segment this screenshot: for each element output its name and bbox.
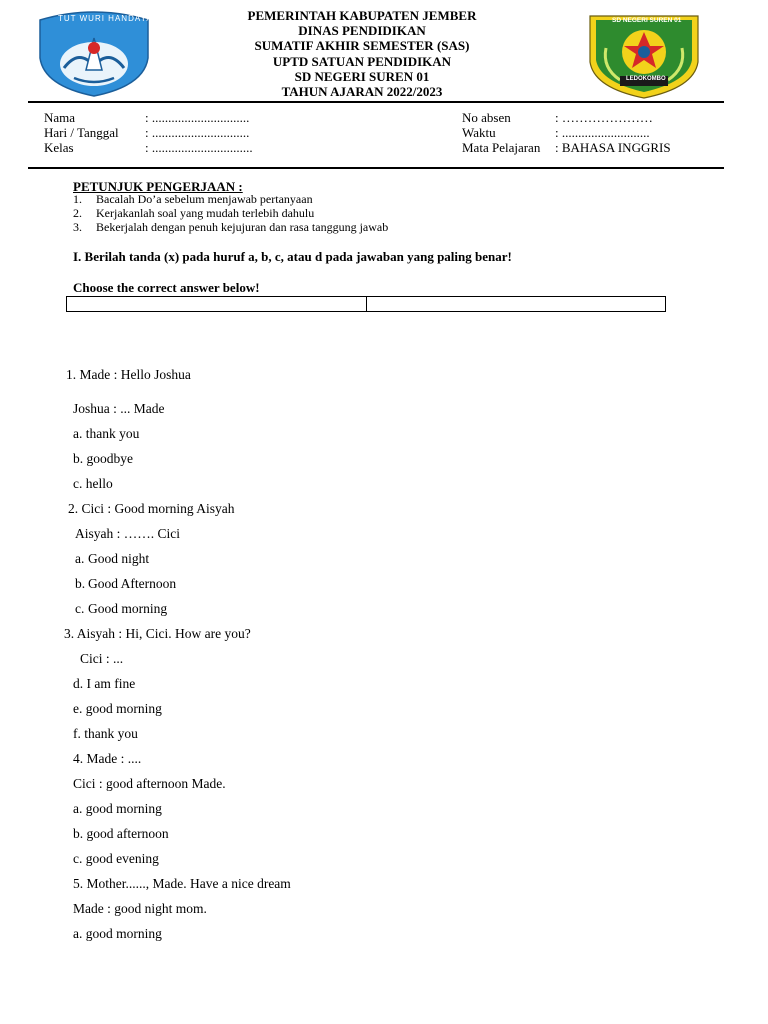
- question-2-option-c-letter: c.: [75, 601, 85, 616]
- nama-label: Nama: [44, 110, 76, 125]
- question-3-option-e: e. good morning: [73, 701, 162, 716]
- question-1: 1. Made : Hello Joshua: [66, 367, 191, 382]
- header-line-3: SUMATIF AKHIR SEMESTER (SAS): [254, 38, 470, 54]
- instruction-text-3: Bekerjalah dengan penuh kejujuran dan rasa tanggung jawab: [96, 220, 389, 234]
- question-2-response: Aisyah : ……. Cici: [75, 526, 180, 541]
- question-1-response: Joshua : ... Made: [73, 401, 165, 416]
- header-rule-bottom: [28, 167, 724, 169]
- question-3-option-d: d. I am fine: [73, 676, 136, 691]
- question-4-option-a: a. good morning: [73, 801, 162, 816]
- question-3-response: Cici : ...: [80, 651, 124, 666]
- instructions-title: PETUNJUK PENGERJAAN :: [73, 179, 243, 194]
- kelas-field: : ...............................: [145, 140, 253, 155]
- hari-field: : ..............................: [145, 125, 250, 140]
- header-line-6: TAHUN AJARAN 2022/2023: [281, 84, 443, 100]
- question-4-option-b: b. good afternoon: [73, 826, 169, 841]
- header-line-5: SD NEGERI SUREN 01: [294, 68, 430, 84]
- nama-field: : ..............................: [145, 110, 250, 125]
- header-line-2: DINAS PENDIDIKAN: [298, 23, 426, 39]
- right-logo-bottom-text: LEDOKOMBO: [626, 76, 666, 82]
- question-2-option-c-text: Good morning: [88, 601, 168, 616]
- blank-cell-left: [67, 297, 367, 312]
- mapel-label: Mata Pelajaran: [462, 140, 541, 155]
- header-line-4: UPTD SATUAN PENDIDIKAN: [272, 53, 452, 69]
- header-rule-top: [28, 101, 724, 103]
- question-4-option-c: c. good evening: [73, 851, 159, 866]
- question-2-option-a-letter: a.: [75, 551, 85, 566]
- blank-cell-right: [366, 297, 666, 312]
- left-logo-text: TUT WURI HANDAYANI: [58, 14, 163, 23]
- instruction-num-1: 1.: [73, 192, 82, 206]
- hari-label: Hari / Tanggal: [44, 125, 119, 140]
- question-3: 3. Aisyah : Hi, Cici. How are you?: [64, 626, 251, 641]
- absen-field: : …………………: [555, 110, 653, 125]
- instruction-text-2: Kerjakanlah soal yang mudah terlebih dahulu: [96, 206, 315, 220]
- question-4: 4. Made : ....: [73, 751, 142, 766]
- section-subheading: Choose the correct answer below!: [73, 280, 260, 295]
- instruction-num-2: 2.: [73, 206, 82, 220]
- question-4-response: Cici : good afternoon Made.: [73, 776, 226, 791]
- question-5-response: Made : good night mom.: [73, 901, 207, 916]
- instruction-num-3: 3.: [73, 220, 82, 234]
- waktu-label: Waktu: [462, 125, 496, 140]
- absen-label: No absen: [462, 110, 511, 125]
- header-line-1: PEMERINTAH KABUPATEN JEMBER: [247, 8, 477, 23]
- section-heading: I. Berilah tanda (x) pada huruf a, b, c, atau d pada jawaban yang paling benar!: [73, 249, 512, 264]
- right-logo-top-text: SD NEGERI SUREN 01: [612, 17, 682, 24]
- question-1-option-b: b. goodbye: [73, 451, 133, 466]
- question-2-option-b-text: Good Afternoon: [88, 576, 177, 591]
- question-3-option-f: f. thank you: [73, 726, 138, 741]
- question-2-option-a-text: Good night: [88, 551, 150, 566]
- instruction-text-1: Bacalah Do’a sebelum menjawab pertanyaan: [96, 192, 313, 206]
- mapel-field: : BAHASA INGGRIS: [555, 140, 671, 155]
- question-2: 2. Cici : Good morning Aisyah: [68, 501, 235, 516]
- question-2-option-b-letter: b.: [75, 576, 86, 591]
- kelas-label: Kelas: [44, 140, 74, 155]
- blank-table: [66, 296, 666, 312]
- question-1-option-a: a. thank you: [73, 426, 140, 441]
- document-header: [160, 8, 564, 99]
- question-5: 5. Mother......, Made. Have a nice dream: [73, 876, 291, 891]
- waktu-field: : ...........................: [555, 125, 650, 140]
- question-5-option-a: a. good morning: [73, 926, 162, 941]
- question-1-option-c: c. hello: [73, 476, 113, 491]
